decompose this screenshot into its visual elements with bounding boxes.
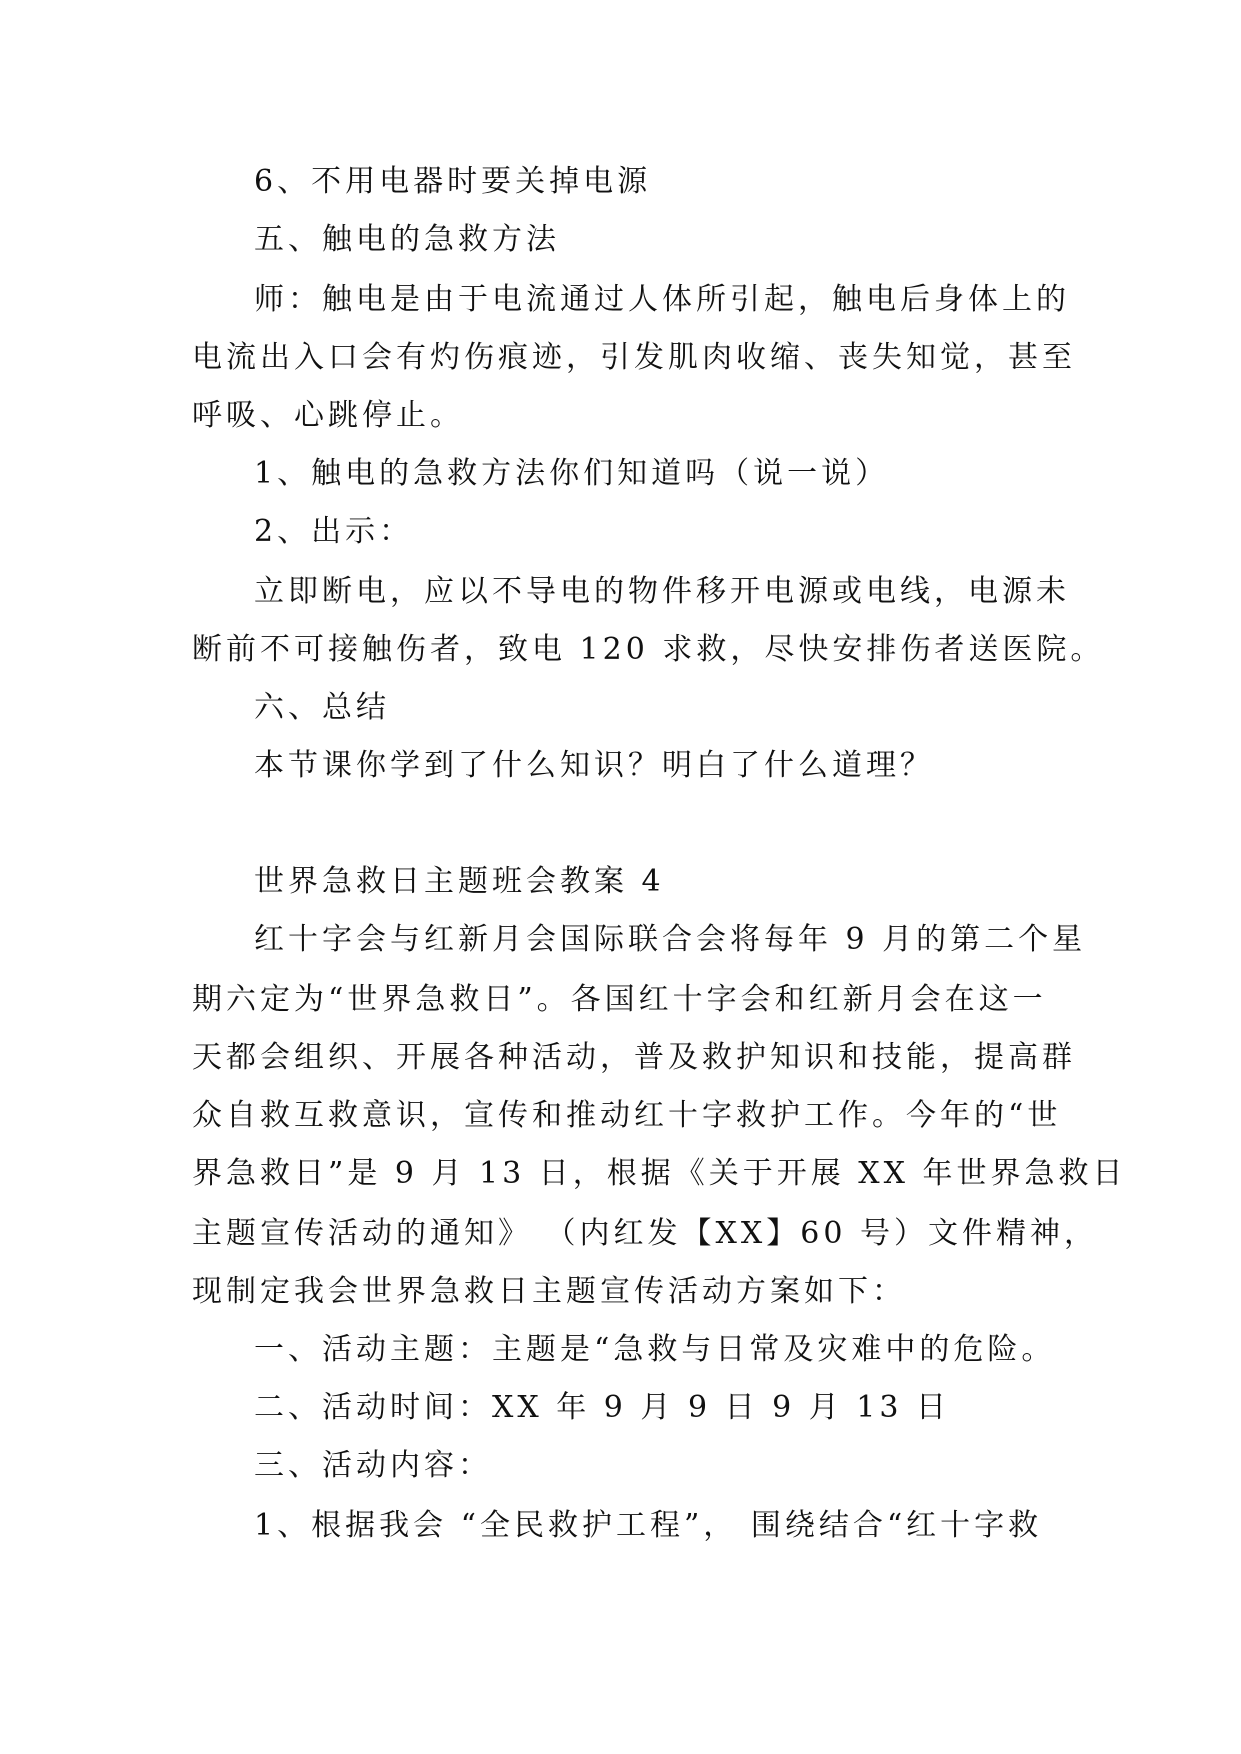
paragraph-line: 断前不可接触伤者，致电 120 求救，尽快安排伤者送医院。 [192,632,1105,667]
paragraph-line: 呼吸、心跳停止。 [192,398,464,433]
paragraph-line: 界急救日”是 9 月 13 日，根据《关于开展 XX 年世界急救日 [192,1156,1127,1191]
paragraph-line: 众自救互救意识，宣传和推动红十字救护工作。今年的“世 [192,1098,1062,1133]
list-item-unplug-appliances: 6、不用电器时要关掉电源 [254,164,652,199]
document-title: 世界急救日主题班会教案 4 [254,864,665,899]
section-heading-first-aid-methods: 五、触电的急救方法 [254,222,560,257]
activity-content-heading: 三、活动内容： [254,1448,492,1483]
paragraph-line: 师：触电是由于电流通过人体所引起，触电后身体上的 [254,282,1070,317]
paragraph-line: 电流出入口会有灼伤痕迹，引发肌肉收缩、丧失知觉，甚至 [192,340,1076,375]
list-item: 1、根据我会 “全民救护工程”， 围绕结合“红十字救 [254,1508,1043,1543]
paragraph-line: 天都会组织、开展各种活动，普及救护知识和技能，提高群 [192,1040,1076,1075]
activity-theme: 一、活动主题：主题是“急救与日常及灾难中的危险。 [254,1332,1056,1367]
paragraph-line: 本节课你学到了什么知识？明白了什么道理？ [254,748,934,783]
paragraph-line: 现制定我会世界急救日主题宣传活动方案如下： [192,1274,906,1309]
list-item-question: 1、触电的急救方法你们知道吗（说一说） [254,456,890,491]
paragraph-line: 主题宣传活动的通知》 （内红发【XX】60 号）文件精神， [192,1216,1098,1251]
paragraph-line: 期六定为“世界急救日”。各国红十字会和红新月会在这一 [192,982,1047,1017]
activity-time: 二、活动时间：XX 年 9 月 9 日 9 月 13 日 [254,1390,950,1425]
section-heading-summary: 六、总结 [254,690,390,725]
paragraph-line: 立即断电，应以不导电的物件移开电源或电线，电源未 [254,574,1070,609]
paragraph-line: 红十字会与红新月会国际联合会将每年 9 月的第二个星 [254,922,1087,957]
list-item-show: 2、出示： [254,514,414,549]
